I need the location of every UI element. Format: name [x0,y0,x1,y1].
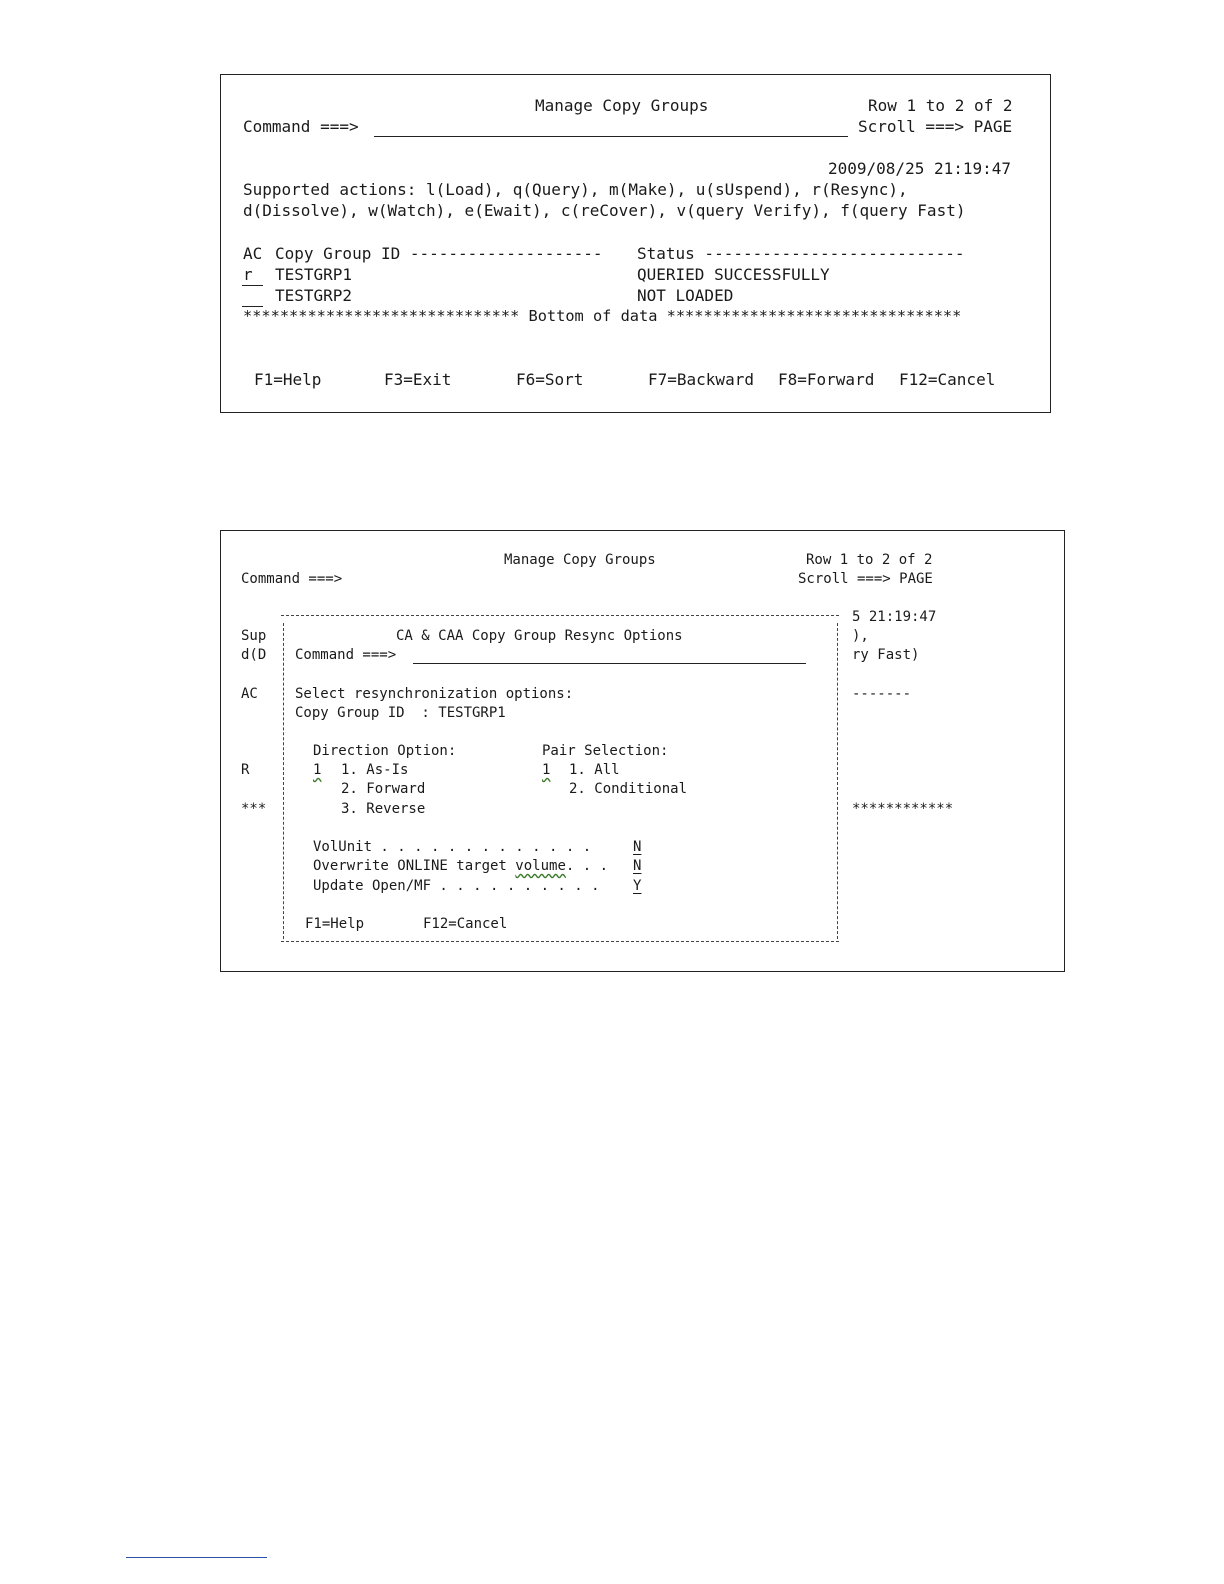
background-text: R [241,762,250,778]
volunit-label: VolUnit . . . . . . . . . . . . . [313,839,592,855]
screen-title: Manage Copy Groups [535,96,709,115]
background-text: ************ [852,801,954,817]
popup-border-right [837,623,838,939]
direction-option-reverse: 3. Reverse [341,801,426,817]
footnote-separator [126,1557,267,1558]
row-info: Row 1 to 2 of 2 [868,96,1013,115]
select-options-label: Select resynchronization options: [295,686,574,702]
f6-sort-key[interactable]: F6=Sort [516,370,584,389]
supported-actions-line2: d(Dissolve), w(Watch), e(Ewait), c(reCover), v(query Verify), f(query Fast) [243,201,966,220]
popup-command-label: Command ===> [295,647,397,663]
f7-backward-key[interactable]: F7=Backward [648,370,754,389]
popup-title: CA & CAA Copy Group Resync Options [396,628,683,644]
background-text: AC [241,686,258,702]
popup-f1-help-key[interactable]: F1=Help [305,916,365,932]
direction-option-forward: 2. Forward [341,781,426,797]
command-label: Command ===> [241,571,343,587]
popup-command-input[interactable] [413,645,806,663]
pair-selection-all: 1. All [569,762,620,778]
bottom-of-data: ****************************** Bottom of data ******************************** [243,307,962,325]
action-field[interactable]: r [243,265,253,284]
popup-border-bottom [281,941,839,942]
background-text: ), [852,628,869,644]
background-text: ry Fast) [852,647,920,663]
scroll-field[interactable]: Scroll ===> PAGE [798,571,933,587]
background-text: Sup [241,628,267,644]
pair-selection-conditional: 2. Conditional [569,781,688,797]
f12-cancel-key[interactable]: F12=Cancel [899,370,996,389]
screen-title: Manage Copy Groups [504,552,656,568]
popup-border-top [281,615,839,616]
overwrite-online-input[interactable]: N [633,858,642,874]
command-label: Command ===> [243,117,359,136]
status-text: QUERIED SUCCESSFULLY [637,265,830,284]
pair-selection-header: Pair Selection: [542,743,669,759]
f8-forward-key[interactable]: F8=Forward [778,370,875,389]
background-text: ------- [852,686,912,702]
column-header-copy-group-id: Copy Group ID -------------------- [275,244,603,263]
f1-help-key[interactable]: F1=Help [254,370,322,389]
resync-options-popup [281,615,839,942]
direction-option-as-is: 1. As-Is [341,762,409,778]
update-open-mf-label: Update Open/MF . . . . . . . . . . [313,878,600,894]
screen-manage-copy-groups [220,74,1051,413]
table-row [221,284,1021,306]
update-open-mf-input[interactable]: Y [633,878,642,894]
copy-group-id-label: Copy Group ID : TESTGRP1 [295,705,506,721]
column-header-status: Status --------------------------- [637,244,965,263]
command-input[interactable] [374,115,848,137]
direction-option-input[interactable]: 1 [313,762,322,778]
table-row [221,263,1021,285]
timestamp: 2009/08/25 21:19:47 [828,159,1012,178]
copy-group-id: TESTGRP1 [275,265,353,284]
popup-border-left [283,623,284,939]
status-text: NOT LOADED [637,286,734,305]
pair-selection-input[interactable]: 1 [542,762,551,778]
overwrite-online-label: Overwrite ONLINE target volume. . . [313,858,609,874]
background-text: d(D [241,647,267,663]
volunit-input[interactable]: N [633,839,642,855]
screen-resync-options [220,530,1065,972]
direction-option-header: Direction Option: [313,743,457,759]
scroll-field[interactable]: Scroll ===> PAGE [858,117,1013,136]
popup-f12-cancel-key[interactable]: F12=Cancel [423,916,508,932]
copy-group-id: TESTGRP2 [275,286,353,305]
background-text: 5 21:19:47 [852,609,937,625]
column-header-ac: AC [243,244,263,263]
row-info: Row 1 to 2 of 2 [806,552,933,568]
supported-actions-line1: Supported actions: l(Load), q(Query), m(Make), u(sUspend), r(Resync), [243,180,908,199]
f3-exit-key[interactable]: F3=Exit [384,370,452,389]
background-text: *** [241,801,267,817]
